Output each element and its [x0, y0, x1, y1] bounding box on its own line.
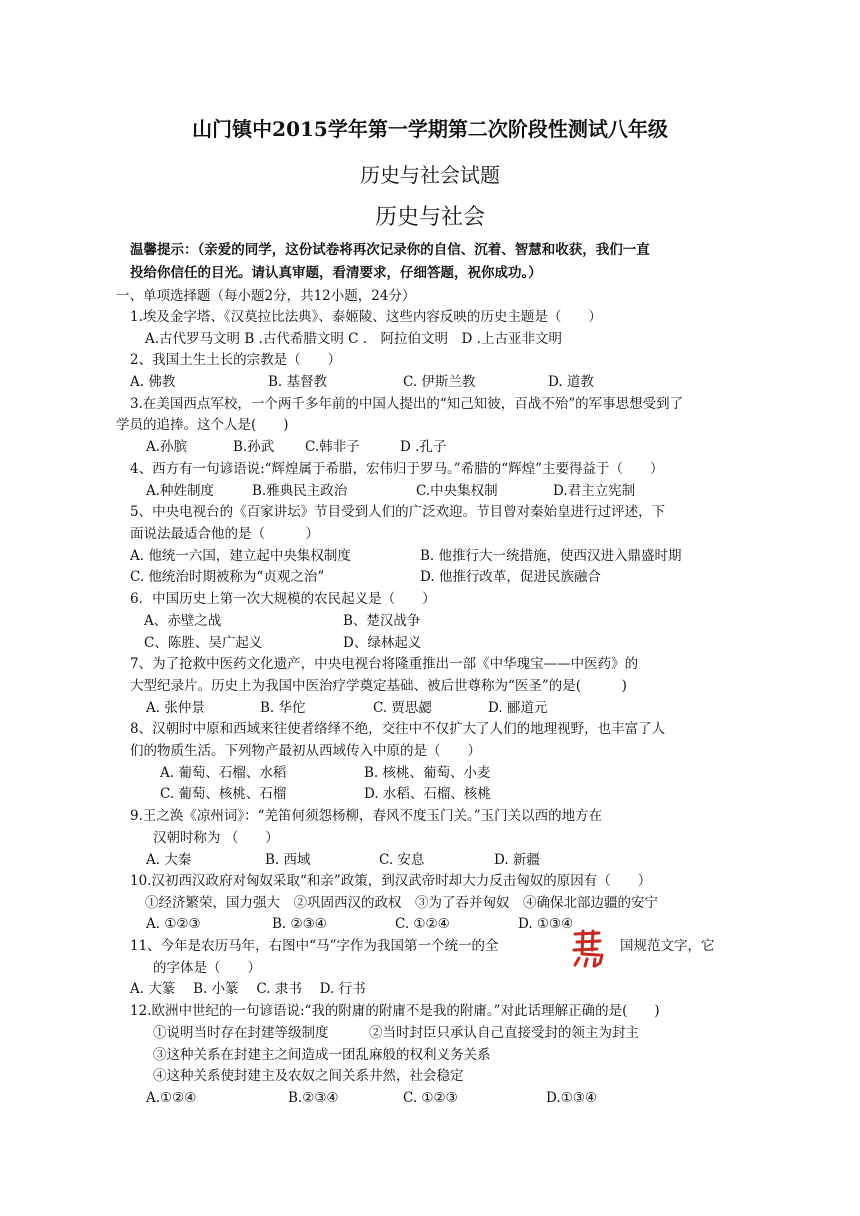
exam-title: 山门镇中2015学年第一学期第二次阶段性测试八年级: [192, 117, 668, 141]
q8-option-a: A. 葡萄、石榴、水稻: [160, 765, 287, 781]
q11-stem-line-1-cont: 国规范文字，它: [620, 938, 715, 954]
subject-heading: 历史与社会: [374, 205, 485, 230]
q6-stem: 6．中国历史上第一次大规模的农民起义是（ ）: [130, 591, 436, 607]
q3-option-d: D .孔子: [400, 439, 447, 455]
q3-option-b: B.孙武: [233, 439, 275, 455]
q2-option-b: B. 基督教: [268, 374, 328, 390]
q12-option-b: B.②③④: [288, 1090, 339, 1106]
q6-option-b: B、楚汉战争: [343, 613, 421, 629]
q5-stem-line-1: 5、中央电视台的《百家讲坛》节目受到人们的广泛欢迎。节目曾对秦始皇进行过评述，下: [130, 504, 666, 520]
q9-stem-line-2: 汉朝时称为 （ ）: [153, 830, 279, 846]
q9-option-b: B. 西域: [265, 852, 311, 868]
q1-options: A.古代罗马文明 B .古代希腊文明 C . 阿拉伯文明 D .上古亚非文明: [145, 331, 562, 347]
q2-option-d: D. 道教: [548, 374, 594, 390]
q9-stem-line-1: 9.王之涣《凉州词》：“羌笛何须怨杨柳，春风不度玉门关。”玉门关以西的地方在: [130, 808, 603, 824]
q12-option-a: A.①②④: [146, 1090, 197, 1106]
q12-option-c: C. ①②③: [403, 1090, 458, 1106]
q12-statement-3: ③这种关系在封建主之间造成一团乱麻般的权利义务关系: [153, 1047, 491, 1063]
q11-stem-line-1: 11、今年是农历马年，右图中“马”字作为我国第一个统一的全: [130, 938, 499, 954]
q3-stem-line-1: 3.在美国西点军校，一个两千多年前的中国人提出的“知己知彼，百战不殆”的军事思想受到了: [130, 396, 684, 412]
q7-option-a: A. 张仲景: [146, 700, 205, 716]
q6-option-c: C、陈胜、吴广起义: [144, 635, 263, 651]
exam-subtitle: 历史与社会试题: [360, 163, 500, 187]
q8-stem-line-1: 8、汉朝时中原和西域来往使者络绎不绝，交往中不仅扩大了人们的地理视野，也丰富了人: [130, 721, 666, 737]
q10-stem: 10.汉初西汉政府对匈奴采取“和亲”政策，到汉武帝时却大力反击匈奴的原因有（ ）: [130, 873, 652, 889]
q2-option-c: C. 伊斯兰教: [403, 374, 476, 390]
q10-reasons: ①经济繁荣，国力强大 ②巩固西汉的政权 ③为了吞并匈奴 ④确保北部边疆的安宁: [145, 895, 658, 911]
q4-option-a: A.种姓制度: [146, 483, 215, 499]
q4-stem: 4、西方有一句谚语说:“辉煌属于希腊，宏伟归于罗马。”希腊的“辉煌”主要得益于（ ）: [130, 461, 664, 477]
q6-option-d: D、绿林起义: [343, 635, 422, 651]
tip-line-2: 投给你信任的目光。请认真审题，看清要求，仔细答题，祝你成功。）: [130, 265, 542, 281]
q12-statement-1-2: ①说明当时存在封建等级制度 ②当时封臣只承认自己直接受封的领主为封主: [153, 1025, 639, 1041]
q8-option-c: C. 葡萄、核桃、石榴: [160, 786, 287, 802]
q11-stem-line-2: 的字体是（ ）: [153, 960, 261, 976]
q11-options: A. 大篆 B. 小篆 C. 隶书 D. 行书: [130, 981, 366, 997]
q9-option-d: D. 新疆: [494, 852, 540, 868]
q5-stem-line-2: 面说法最适合他的是（ ）: [130, 526, 319, 542]
q3-stem-line-2: 学员的追捧。这个人是( ): [116, 417, 289, 433]
q4-option-c: C.中央集权制: [416, 483, 498, 499]
q12-stem: 12.欧洲中世纪的一句谚语说:“我的附庸的附庸不是我的附庸。”对此话理解正确的是( ): [130, 1003, 660, 1019]
q7-stem-line-1: 7、为了抢救中医药文化遗产，中央电视台将隆重推出一部《中华瑰宝——中医药》的: [130, 656, 639, 672]
q8-option-b: B. 核桃、葡萄、小麦: [364, 765, 491, 781]
q5-option-a: A. 他统一六国，建立起中央集权制度: [130, 548, 351, 564]
q7-stem-line-2: 大型纪录片。历史上为我国中医治疗学奠定基础、被后世尊称为“医圣”的是( ): [130, 678, 627, 694]
q2-option-a: A. 佛教: [130, 374, 176, 390]
seal-script-ma-image: [569, 928, 607, 968]
q5-option-c: C. 他统治时期被称为“贞观之治”: [130, 569, 325, 585]
q9-option-c: C. 安息: [379, 852, 425, 868]
q1-stem: 1.埃及金字塔、《汉莫拉比法典》、泰姬陵、这些内容反映的历史主题是（ ）: [130, 309, 602, 325]
q5-option-b: B. 他推行大一统措施，使西汉进入鼎盛时期: [420, 548, 682, 564]
q8-option-d: D. 水稻、石榴、核桃: [364, 786, 491, 802]
q10-option-c: C. ①②④: [395, 916, 450, 932]
q10-option-b: B. ②③④: [272, 916, 327, 932]
q9-option-a: A. 大秦: [146, 852, 192, 868]
q6-option-a: A、赤壁之战: [144, 613, 222, 629]
section-heading: 一、单项选择题（每小题2分，共12小题，24分）: [116, 288, 416, 304]
q4-option-d: D.君主立宪制: [553, 483, 636, 499]
q12-option-d: D.①③④: [546, 1090, 597, 1106]
q7-option-d: D. 郦道元: [488, 700, 548, 716]
q3-option-a: A.孙膑: [146, 439, 188, 455]
q7-option-c: C. 贾思勰: [373, 700, 432, 716]
q8-stem-line-2: 们的物质生活。下列物产最初从西域传入中原的是（ ）: [130, 743, 481, 759]
q10-option-a: A. ①②③: [146, 916, 201, 932]
q12-statement-4: ④这种关系使封建主及农奴之间关系井然，社会稳定: [153, 1068, 464, 1084]
q3-option-c: C.韩非子: [305, 439, 360, 455]
q5-option-d: D. 他推行改革，促进民族融合: [420, 569, 601, 585]
q2-stem: 2、我国土生土长的宗教是（ ）: [130, 352, 342, 368]
q10-option-d: D. ①③④: [518, 916, 574, 932]
q4-option-b: B.雅典民主政治: [252, 483, 348, 499]
q7-option-b: B. 华佗: [260, 700, 306, 716]
tip-line-1: 温馨提示：（亲爱的同学，这份试卷将再次记录你的自信、沉着、智慧和收获，我们一直: [130, 242, 650, 258]
